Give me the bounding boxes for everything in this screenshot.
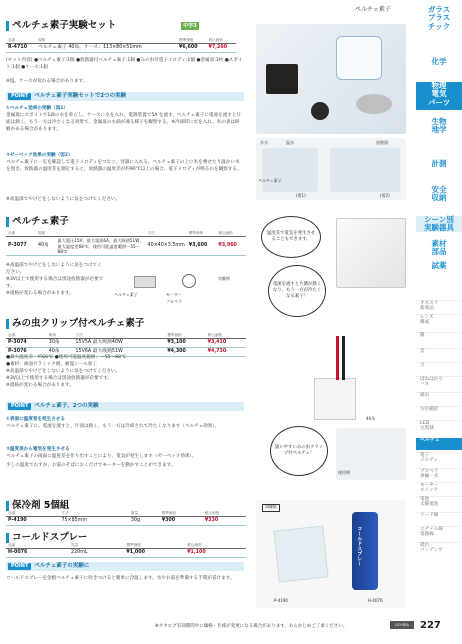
sidebar-item-7[interactable]: 素材 部品 — [431, 239, 447, 257]
item-spec: 最大電圧15V、最大電流6A、最大吸熱51W、最大温度差68℃、使用可能温度範囲ー55～88℃ — [57, 238, 144, 254]
col-taxed: 税込価格 — [185, 542, 246, 549]
fig-label-warm: 温水 — [286, 140, 294, 145]
sidebar-item-11[interactable]: 鏡 — [416, 332, 462, 344]
size-label: 40角 — [366, 416, 376, 421]
item-taxed-price: ¥3,410 — [206, 339, 246, 348]
set-contents: (セット内容) ●ペルチェ素子:1個 ●放熱器付ペルチェ素子:1個 ●みの虫付電子メロディ:1個 ●金属皿:1枚 ●スポイト:1個 ●ケース:1個 — [6, 58, 243, 71]
sidebar-item-22[interactable]: 電池 太陽電池 — [416, 496, 462, 510]
peltier-notes — [6, 262, 106, 298]
title-bar — [6, 21, 9, 31]
sidebar-item-15[interactable]: 磁石 — [416, 392, 462, 404]
point-tag: POINT — [8, 403, 31, 409]
item-size: 40角 — [36, 237, 56, 256]
sidebar-item-21[interactable]: モーター スイッチ — [416, 482, 462, 494]
label-peltier: ペルチェ素子 — [114, 292, 138, 297]
peltier-diagram-icon — [134, 276, 156, 288]
point-bar — [6, 402, 244, 411]
item-code: P-3077 — [6, 237, 36, 256]
item-price: ¥300 — [160, 517, 203, 526]
item-code: R-4710 — [6, 44, 36, 53]
sidebar-item-23[interactable]: リード線 — [416, 512, 462, 524]
set-note: ※塩、ケースが変わる場合があります。 — [6, 79, 88, 84]
case-image — [336, 36, 382, 80]
caution-text: ※高温部でやけどをしないように気をつけてください。 — [6, 197, 121, 202]
clip-photo — [256, 334, 406, 424]
col-taxed: 税込価格 — [206, 332, 246, 339]
can-label: コールドスプレー — [356, 526, 363, 566]
item-code: P-3076 — [6, 348, 47, 357]
table-row[interactable] — [6, 549, 246, 558]
experiment-2 — [6, 152, 244, 173]
item-code: P-3074 — [6, 339, 47, 348]
label-example: 実験例 — [218, 276, 230, 281]
item-dim: 40×40×3.5mm — [146, 237, 187, 256]
col-weight: 重量 — [129, 510, 160, 517]
main-content — [6, 0, 410, 644]
point-text: ペルチェ素子、2つの実験 — [34, 403, 99, 410]
point-bar — [6, 562, 244, 571]
sidebar-item-0[interactable]: ガラス プラス チック — [427, 5, 451, 31]
col-spec: 規格 — [47, 332, 74, 339]
item-taxed-price: ¥1,100 — [185, 549, 246, 558]
col-dim: 寸法 — [146, 230, 187, 237]
bubble-peltier: 電流を流すと片側が熱くなり、もう一方が冷たくなる素子！ — [268, 265, 326, 317]
sidebar-item-24[interactable]: エナメル線 電熱線 — [416, 526, 462, 540]
col-dim: 寸法 — [59, 510, 128, 517]
col-code: 品番 — [6, 37, 36, 44]
point-tag: POINT — [8, 93, 31, 99]
label-motor: モーター — [166, 292, 182, 297]
label-propeller: プロペラ — [166, 299, 182, 304]
exp1-text: 金属皿にスポイトで1滴の水を垂らし、ケースに水を入れ、電源装置で5A を流す。ペルチェ素子に電流を流すと片面は熱く、もう一方は冷たくなる効果で、金属皿の水滴が凍る様子を観察する。※冷却時に水を入れ、氷の表は研磨かある場合があります。 — [6, 113, 242, 133]
img-code-spray: H-0076 — [368, 598, 383, 603]
sidebar-nav — [414, 0, 462, 644]
sidebar-item-14[interactable]: ばねはかり バネ — [416, 376, 462, 390]
spec-1: ●最大温度差：約66℃ ●使用可能温度範囲：ー55～88℃ — [6, 355, 127, 360]
exp2-title: ②ゼーベック効果の実験（図2） — [6, 153, 73, 158]
peltier-photo — [336, 218, 406, 288]
fig-label-heatsink: 放熱器 — [376, 140, 388, 145]
sidebar-item-13[interactable]: 力 — [416, 362, 462, 374]
exp2-title: ②温度差から電気を発生させる — [6, 447, 70, 452]
clip-specs — [6, 354, 246, 390]
motor-diagram-icon — [182, 274, 196, 288]
icepack-spray-photo — [256, 500, 406, 608]
table-header — [6, 37, 236, 44]
note-2: ※3V以上で使用する場合は別途放熱器が必要です。 — [6, 277, 104, 290]
sidebar-item-5[interactable]: 安全 収納 — [431, 185, 447, 203]
clip-exp-1 — [6, 416, 244, 430]
figure-2-image — [330, 148, 400, 192]
point-tag: POINT — [8, 563, 31, 569]
product-table-icepack — [6, 510, 246, 526]
section-peltier-set — [6, 20, 246, 32]
col-price: 標準価格 — [165, 332, 205, 339]
col-code: 品番 — [6, 542, 69, 549]
sidebar-item-6[interactable]: シーン別 実験器具 — [416, 216, 462, 232]
heatsink-image — [266, 64, 298, 94]
spec-5: ※規格が変わる場合があります。 — [6, 383, 74, 389]
point-bar — [6, 92, 244, 101]
title-bar — [6, 217, 9, 227]
col-spec: 規格 — [36, 230, 146, 237]
fig-label-ice: 氷水 — [260, 140, 268, 145]
product-table-peltier — [6, 230, 246, 256]
clip-exp-2 — [6, 446, 244, 469]
sidebar-item-1[interactable]: 化学 — [431, 57, 447, 66]
spec-4: ※3V以上で使用する場合は別途放熱器が必要です。 — [6, 376, 113, 382]
item-spec: ペルチェ素子 40角、ケース：113×80×51mm — [36, 44, 177, 53]
section-peltier — [6, 216, 69, 228]
category-header: ペルチェ素子 — [355, 6, 391, 13]
col-taxed: 税込価格 — [203, 510, 246, 517]
exp2-text: ペルチェ素子に一定を確認して電子メロディをつなぐ。容器に入れる。ペルチェ素子の上に氷を乗せたり温かい水を置き、放熱器の温度差を測定すると、放熱器の温度差が約90℃以上の場合、電子メロディが鳴るのを観察する。 — [6, 160, 242, 173]
table-header — [6, 230, 246, 237]
sidebar-item-25[interactable]: 抵抗 コンデンサ — [416, 542, 462, 556]
product-table-spray — [6, 542, 246, 558]
title-bar — [6, 319, 9, 329]
sidebar-item-20[interactable]: プロペラ 車輪一式 — [416, 468, 462, 480]
col-code: 品番 — [6, 230, 36, 237]
exp2b-text: 少しの温度でわずか、お湯のそばにおくだけでモーターを動かすことができます。 — [6, 463, 176, 469]
product-table-set — [6, 37, 236, 53]
img-code-icepack: P-4190 — [274, 598, 288, 603]
item-price: ¥4,300 — [165, 348, 205, 357]
table-header — [6, 510, 246, 517]
experiment-1 — [6, 105, 244, 133]
figure-1-image — [262, 148, 318, 192]
item-code: H-0076 — [6, 549, 69, 558]
sidebar-item-18[interactable]: ペルチェ — [416, 438, 462, 450]
col-price: 標準価格 — [187, 230, 217, 237]
black-wire-image — [342, 336, 345, 380]
col-spec: 規格 — [36, 37, 177, 44]
table-header — [6, 332, 246, 339]
page-number: 227 — [420, 620, 441, 631]
spec-3: ※高温部でやけどをしないように気をつけてください。 — [6, 369, 121, 375]
section-title: 保冷剤 5個組 — [12, 500, 70, 511]
sidebar-item-4[interactable]: 計測 — [431, 159, 447, 168]
item-vol: 220mL — [69, 549, 124, 558]
item-price: ¥6,600 — [177, 44, 206, 53]
col-code: 品番 — [6, 332, 47, 339]
sidebar-item-2[interactable]: 物理 電気 パーツ — [416, 82, 462, 110]
col-vol: 容量 — [69, 542, 124, 549]
item-taxed-price: ¥330 — [203, 517, 246, 526]
sidebar-item-10[interactable]: レンズ 構成 — [416, 314, 462, 326]
item-code: P-4190 — [6, 517, 59, 526]
item-spec: 15V6A 最大吸熱51W — [73, 348, 165, 357]
sidebar-item-8[interactable]: 試薬 — [431, 261, 447, 270]
item-price: ¥1,000 — [124, 549, 185, 558]
red-wire-image — [336, 336, 339, 380]
col-price: 標準価格 — [124, 542, 185, 549]
metal-dish-image — [356, 94, 392, 114]
point-text: ペルチェ素子の実験に — [34, 563, 90, 570]
note-3: ※規格が変わる場合があります。 — [6, 291, 74, 297]
sidebar-item-16[interactable]: 方位磁針 — [416, 406, 462, 418]
item-dim: 75×85mm — [59, 517, 128, 526]
sidebar-item-17[interactable]: LED 豆電球 — [416, 420, 462, 434]
col-code: 品番 — [6, 510, 59, 517]
table-row[interactable] — [6, 44, 236, 53]
footer-note: ※カタログ有効期間中に価格・仕様が変更になる場合があります。あらかじめご了承ください。 — [155, 624, 348, 629]
set-photo — [256, 24, 406, 134]
table-header — [6, 542, 246, 549]
col-taxed: 税込価格 — [206, 37, 236, 44]
item-taxed-price: ¥7,260 — [206, 44, 236, 53]
note-1: ※高温部でやけどをしないように気をつけてください。 — [6, 263, 102, 276]
experiment-figures — [256, 138, 406, 200]
spray-text: コールドスプレーを金板ペルチェ素子に吹きつけると簡単に冷温します。水やお湯を準備する手間が省けます。 — [6, 576, 235, 581]
sidebar-item-9[interactable]: オススメ 新商品 — [416, 300, 462, 312]
fig-label-2: (図2) — [380, 193, 390, 198]
melody-image — [311, 102, 329, 120]
usage-photo — [336, 428, 406, 480]
icepack-image — [273, 526, 328, 583]
section-title: ペルチェ素子実験セット — [12, 20, 117, 31]
item-taxed-price: ¥4,730 — [206, 348, 246, 357]
fig-label-1: (図1) — [296, 193, 306, 198]
section-title: コールドスプレー — [12, 532, 88, 543]
section-title: みの虫クリップ付ペルチェ素子 — [12, 318, 145, 329]
table-row[interactable] — [6, 517, 246, 526]
peltier-plate-image — [314, 378, 356, 420]
fig-label-peltier: ペルチェ素子 — [258, 178, 282, 183]
section-title: ペルチェ素子 — [12, 216, 69, 227]
sidebar-item-12[interactable]: 音 — [416, 348, 462, 360]
exp1-title: ①ペルチェ効果の実験（図1） — [6, 106, 69, 111]
item-weight: 30g — [129, 517, 160, 526]
spec-2: ●素材：両面セラミック板、耐湿シール加工 — [6, 362, 98, 368]
logo: UCHIDA — [390, 621, 414, 629]
exp2-text: ペルチェ素子の両面に温度差を作り出すことにより、電気が発生します（ゼーベック効果）。 — [6, 454, 197, 460]
item-price: ¥3,100 — [165, 339, 205, 348]
exp1-title: ①表面に温度差を発生させる — [6, 417, 66, 422]
section-clip-peltier — [6, 318, 144, 330]
bubble-clip: 扱いやすいみの虫クリップ付ペルチェ！ — [270, 426, 328, 476]
col-price: 標準価格 — [177, 37, 206, 44]
point-text: ペルチェ素子実験セットで2つの実験 — [34, 93, 127, 100]
item-size: 30角 — [47, 339, 74, 348]
sidebar-item-3[interactable]: 生物 地学 — [431, 117, 447, 135]
item-size: 40角 — [47, 348, 74, 357]
usage-label: 使用例 — [338, 470, 350, 475]
col-taxed: 税込価格 — [216, 230, 246, 237]
col-dim: 寸法 — [73, 332, 165, 339]
table-row[interactable] — [6, 237, 246, 256]
item-spec: 15V5A 最大吸熱40W — [73, 339, 165, 348]
set-label: 5個組 — [262, 504, 280, 512]
example-diagram — [114, 262, 242, 306]
item-taxed-price: ¥3,960 — [216, 237, 246, 256]
col-price: 標準価格 — [160, 510, 203, 517]
grade-badge: 中学3 — [183, 22, 197, 29]
bubble-generate: 温度差で電気を発生させることもできます。 — [261, 216, 321, 258]
item-price: ¥3,600 — [187, 237, 217, 256]
table-row[interactable] — [6, 339, 246, 348]
exp1-text: ペルチェ素子に、電流を流すと、片面は熱く、もう一方は冷却されて冷たくなります（ペルチェ効果）。 — [6, 424, 220, 430]
sidebar-item-19[interactable]: 電子 メロディ — [416, 452, 462, 466]
spray-can-image — [352, 512, 378, 590]
